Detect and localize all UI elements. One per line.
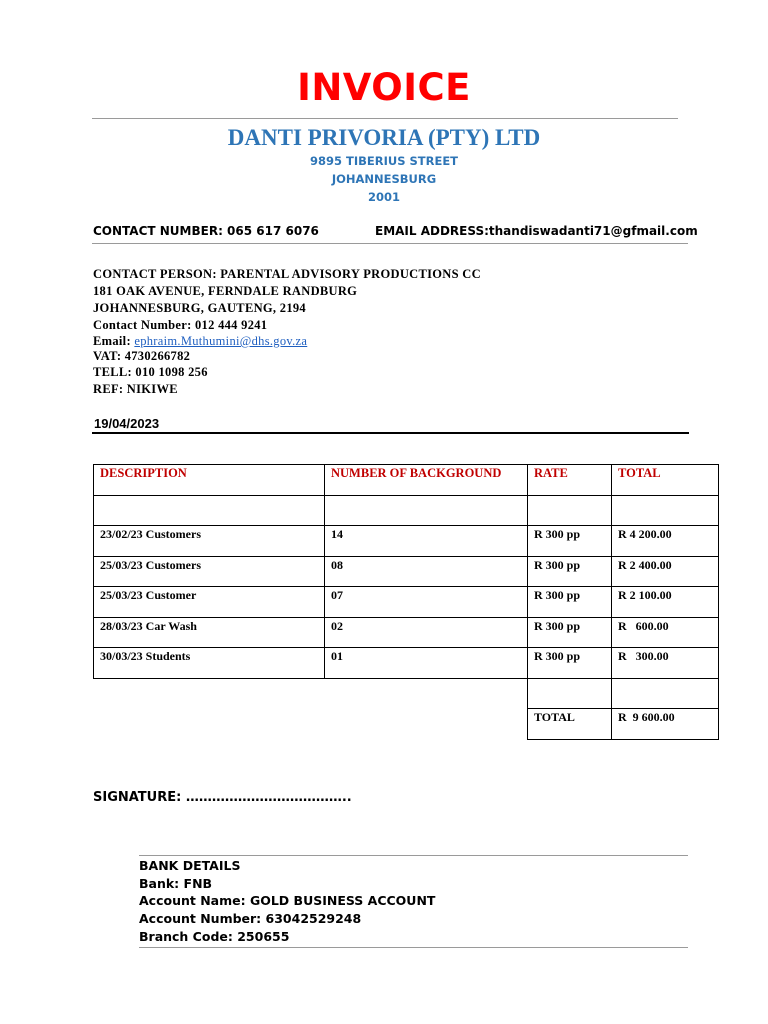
client-email-label: Email: [93,334,135,348]
table-row-empty [94,495,719,526]
table-cell: R 2 100.00 [612,587,719,618]
table-cell: R 300 pp [528,556,612,587]
invoice-table [93,464,719,740]
table-cell: R 300.00 [612,648,719,679]
client-email-link[interactable]: ephraim.Muthumini@dhs.gov.za [134,334,308,348]
bank-account-number: Account Number: 63042529248 [139,911,362,926]
table-cell [325,678,528,709]
table-cell [94,709,325,740]
table-cell [94,678,325,709]
invoice-title: INVOICE [297,66,471,109]
table-row-spacer [94,678,719,709]
client-ref: REF: NIKIWE [93,382,178,396]
table-row [94,648,719,679]
header-description: DESCRIPTION [94,465,325,496]
table-header-row [94,465,719,496]
table-cell: 23/02/23 Customers [94,526,325,557]
bank-branch-code: Branch Code: 250655 [139,929,290,944]
client-contact-number: Contact Number: 012 444 9241 [93,318,268,332]
table-cell: 01 [325,648,528,679]
date-divider [92,432,689,434]
table-cell: R 300 pp [528,526,612,557]
table-cell [94,495,325,526]
table-row [94,587,719,618]
table-cell: 30/03/23 Students [94,648,325,679]
table-cell: 28/03/23 Car Wash [94,617,325,648]
table-cell: R 300 pp [528,587,612,618]
client-tell: TELL: 010 1098 256 [93,365,208,379]
table-row [94,526,719,557]
total-label: TOTAL [528,709,612,740]
client-email-line [93,334,307,349]
email-address: EMAIL ADDRESS:thandiswadanti71@gfmail.com [375,224,698,238]
table-cell [528,678,612,709]
header-number: NUMBER OF BACKGROUND [325,465,528,496]
invoice-date: 19/04/2023 [94,416,160,431]
table-cell: R 4 200.00 [612,526,719,557]
table-cell [325,709,528,740]
table-total-row [94,709,719,740]
table-cell [325,495,528,526]
table-cell [612,678,719,709]
header-rate: RATE [528,465,612,496]
table-cell: 02 [325,617,528,648]
bank-heading: BANK DETAILS [139,858,241,873]
contact-number: CONTACT NUMBER: 065 617 6076 [93,224,319,238]
company-postcode: 2001 [367,190,400,204]
table-cell: 08 [325,556,528,587]
bank-account-name: Account Name: GOLD BUSINESS ACCOUNT [139,893,436,908]
table-cell: R 600.00 [612,617,719,648]
bank-bottom-divider [139,947,688,948]
client-address-2: JOHANNESBURG, GAUTENG, 2194 [93,301,306,315]
bank-name: Bank: FNB [139,876,213,891]
table-cell: 14 [325,526,528,557]
table-row [94,617,719,648]
table-cell: R 300 pp [528,648,612,679]
table-row [94,556,719,587]
table-cell: R 300 pp [528,617,612,648]
contact-divider [92,243,688,244]
bank-top-divider [139,855,688,856]
client-vat: VAT: 4730266782 [93,349,191,363]
company-city: JOHANNESBURG [331,172,437,186]
table-cell [612,495,719,526]
company-name: DANTI PRIVORIA (PTY) LTD [227,125,541,150]
table-cell: R 2 400.00 [612,556,719,587]
contact-person: CONTACT PERSON: PARENTAL ADVISORY PRODUCTIONS CC [93,267,481,281]
title-divider [92,118,678,119]
table-cell: 25/03/23 Customers [94,556,325,587]
company-street: 9895 TIBERIUS STREET [309,154,459,168]
client-address-1: 181 OAK AVENUE, FERNDALE RANDBURG [93,284,358,298]
signature-line: SIGNATURE: ……………………………….. [93,790,352,805]
total-value: R 9 600.00 [612,709,719,740]
header-total: TOTAL [612,465,719,496]
table-cell: 25/03/23 Customer [94,587,325,618]
table-cell [528,495,612,526]
table-cell: 07 [325,587,528,618]
